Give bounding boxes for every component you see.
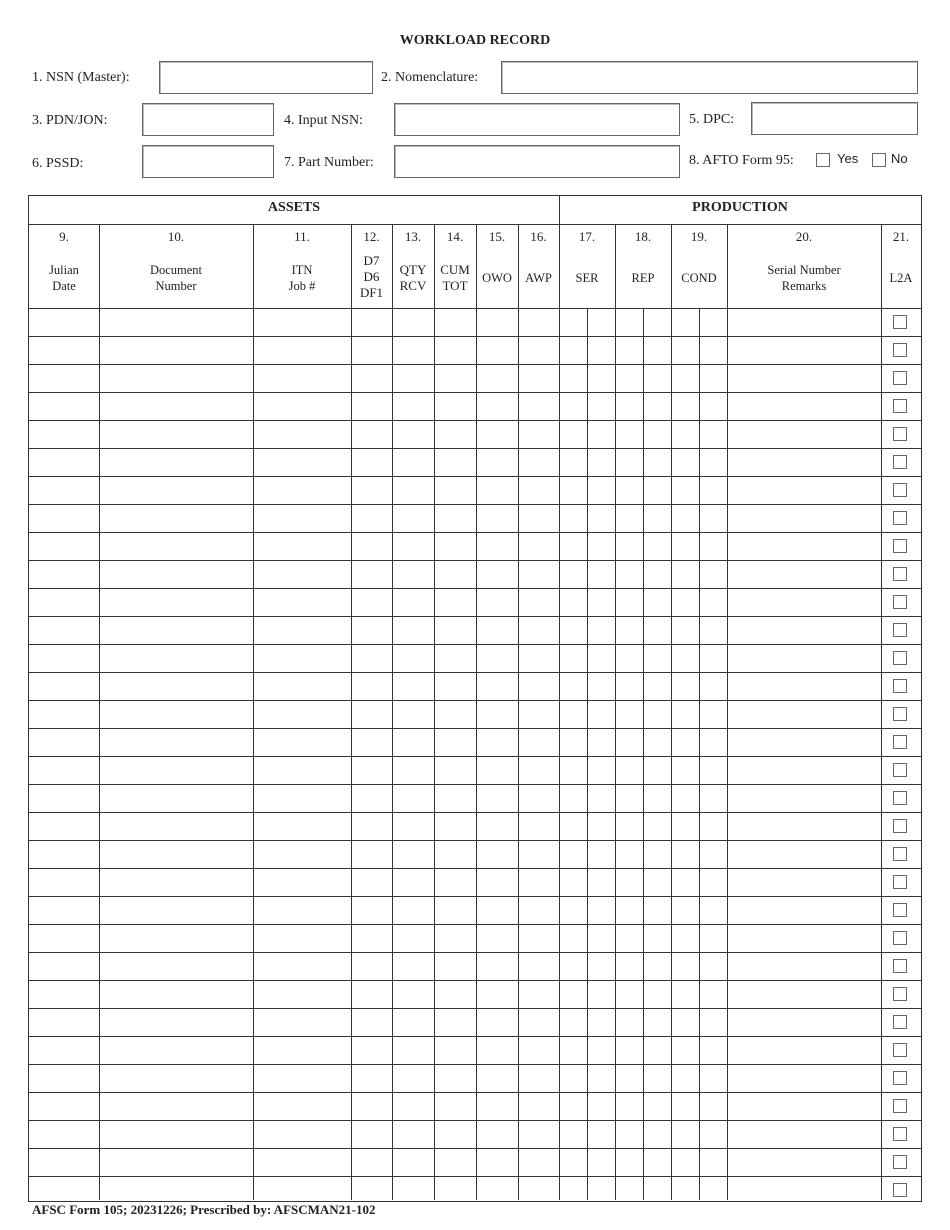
l2a-checkbox[interactable] (893, 1043, 907, 1057)
column-label: L2A (889, 271, 913, 285)
l2a-checkbox[interactable] (893, 707, 907, 721)
table-row[interactable] (29, 364, 921, 392)
table-row[interactable] (29, 392, 921, 420)
column-label: Document Number (149, 263, 203, 293)
column-label: QTY RCV (399, 262, 427, 293)
table-row[interactable] (29, 952, 921, 980)
table-row[interactable] (29, 644, 921, 672)
table-row[interactable] (29, 1036, 921, 1064)
input-nsn-label: 4. Input NSN: (284, 113, 363, 128)
l2a-checkbox[interactable] (893, 1127, 907, 1141)
table-row[interactable] (29, 532, 921, 560)
l2a-checkbox[interactable] (893, 1015, 907, 1029)
pdn-jon-input[interactable] (142, 103, 274, 136)
pssd-label: 6. PSSD: (32, 156, 84, 171)
column-label: CUM TOT (440, 262, 470, 293)
table-row[interactable] (29, 616, 921, 644)
table-row[interactable] (29, 896, 921, 924)
part-number-input[interactable] (394, 145, 680, 178)
table-row[interactable] (29, 924, 921, 952)
afto-no-checkbox[interactable] (872, 153, 886, 167)
column-label: OWO (482, 271, 512, 285)
nomenclature-input[interactable] (501, 61, 918, 94)
table-row[interactable] (29, 812, 921, 840)
l2a-checkbox[interactable] (893, 903, 907, 917)
part-number-label: 7. Part Number: (284, 155, 374, 170)
table-row[interactable] (29, 868, 921, 896)
l2a-checkbox[interactable] (893, 763, 907, 777)
table-row[interactable] (29, 1176, 921, 1204)
column-number: 21. (892, 229, 910, 244)
l2a-checkbox[interactable] (893, 987, 907, 1001)
column-number: 20. (795, 229, 813, 244)
l2a-checkbox[interactable] (893, 819, 907, 833)
l2a-checkbox[interactable] (893, 651, 907, 665)
afto-yes-checkbox[interactable] (816, 153, 830, 167)
l2a-checkbox[interactable] (893, 791, 907, 805)
l2a-checkbox[interactable] (893, 1183, 907, 1197)
assets-section-header: ASSETS (267, 200, 321, 215)
l2a-checkbox[interactable] (893, 735, 907, 749)
section-split (559, 196, 560, 224)
pdn-jon-label: 3. PDN/JON: (32, 113, 108, 128)
l2a-checkbox[interactable] (893, 875, 907, 889)
afto-form-95-label: 8. AFTO Form 95: (689, 153, 794, 168)
l2a-checkbox[interactable] (893, 567, 907, 581)
table-row[interactable] (29, 336, 921, 364)
table-row[interactable] (29, 1120, 921, 1148)
table-row[interactable] (29, 308, 921, 336)
table-row[interactable] (29, 1008, 921, 1036)
form-title: WORKLOAD RECORD (399, 33, 551, 48)
table-row[interactable] (29, 1064, 921, 1092)
l2a-checkbox[interactable] (893, 847, 907, 861)
form-footer: AFSC Form 105; 20231226; Prescribed by: AFSCMAN21-102 (32, 1202, 376, 1217)
table-row[interactable] (29, 476, 921, 504)
column-label: D7 D6 DF1 (359, 253, 384, 300)
l2a-checkbox[interactable] (893, 427, 907, 441)
column-number: 18. (634, 229, 652, 244)
column-number: 15. (488, 229, 506, 244)
l2a-checkbox[interactable] (893, 343, 907, 357)
production-section-header: PRODUCTION (692, 200, 788, 215)
dpc-input[interactable] (751, 102, 918, 135)
column-number: 12. (363, 229, 380, 244)
l2a-checkbox[interactable] (893, 399, 907, 413)
table-row[interactable] (29, 672, 921, 700)
column-number: 17. (578, 229, 596, 244)
table-row[interactable] (29, 1092, 921, 1120)
column-number: 13. (404, 229, 422, 244)
l2a-checkbox[interactable] (893, 623, 907, 637)
l2a-checkbox[interactable] (893, 959, 907, 973)
table-row[interactable] (29, 700, 921, 728)
l2a-checkbox[interactable] (893, 1155, 907, 1169)
column-label: REP (631, 271, 655, 285)
table-row[interactable] (29, 784, 921, 812)
table-row[interactable] (29, 588, 921, 616)
table-row[interactable] (29, 980, 921, 1008)
workload-table (28, 195, 922, 1202)
table-row[interactable] (29, 448, 921, 476)
l2a-checkbox[interactable] (893, 315, 907, 329)
nomenclature-label: 2. Nomenclature: (381, 70, 479, 85)
column-number: 10. (167, 229, 185, 244)
column-number: 19. (690, 229, 708, 244)
column-label: Julian Date (49, 263, 79, 293)
column-number: 14. (446, 229, 464, 244)
table-row[interactable] (29, 840, 921, 868)
column-label: COND (681, 271, 717, 285)
table-row[interactable] (29, 420, 921, 448)
dpc-label: 5. DPC: (689, 112, 735, 127)
l2a-checkbox[interactable] (893, 483, 907, 497)
input-nsn-input[interactable] (394, 103, 680, 136)
l2a-checkbox[interactable] (893, 679, 907, 693)
table-row[interactable] (29, 1148, 921, 1176)
column-label: SER (575, 271, 599, 285)
table-row[interactable] (29, 756, 921, 784)
table-row[interactable] (29, 728, 921, 756)
l2a-checkbox[interactable] (893, 931, 907, 945)
afto-yes-label: Yes (837, 151, 859, 166)
nsn-master-label: 1. NSN (Master): (32, 70, 130, 85)
nsn-master-input[interactable] (159, 61, 373, 94)
table-row[interactable] (29, 504, 921, 532)
l2a-checkbox[interactable] (893, 539, 907, 553)
column-number: 9. (59, 229, 69, 244)
l2a-checkbox[interactable] (893, 1071, 907, 1085)
column-label: Serial Number Remarks (767, 263, 841, 293)
table-row[interactable] (29, 560, 921, 588)
pssd-input[interactable] (142, 145, 274, 178)
l2a-checkbox[interactable] (893, 371, 907, 385)
column-label: ITN Job # (288, 263, 316, 293)
section-divider (29, 224, 921, 225)
l2a-checkbox[interactable] (893, 511, 907, 525)
l2a-checkbox[interactable] (893, 1099, 907, 1113)
column-number: 11. (294, 229, 310, 244)
l2a-checkbox[interactable] (893, 455, 907, 469)
afto-no-label: No (891, 151, 908, 166)
l2a-checkbox[interactable] (893, 595, 907, 609)
column-label: AWP (525, 271, 552, 285)
column-number: 16. (530, 229, 547, 244)
